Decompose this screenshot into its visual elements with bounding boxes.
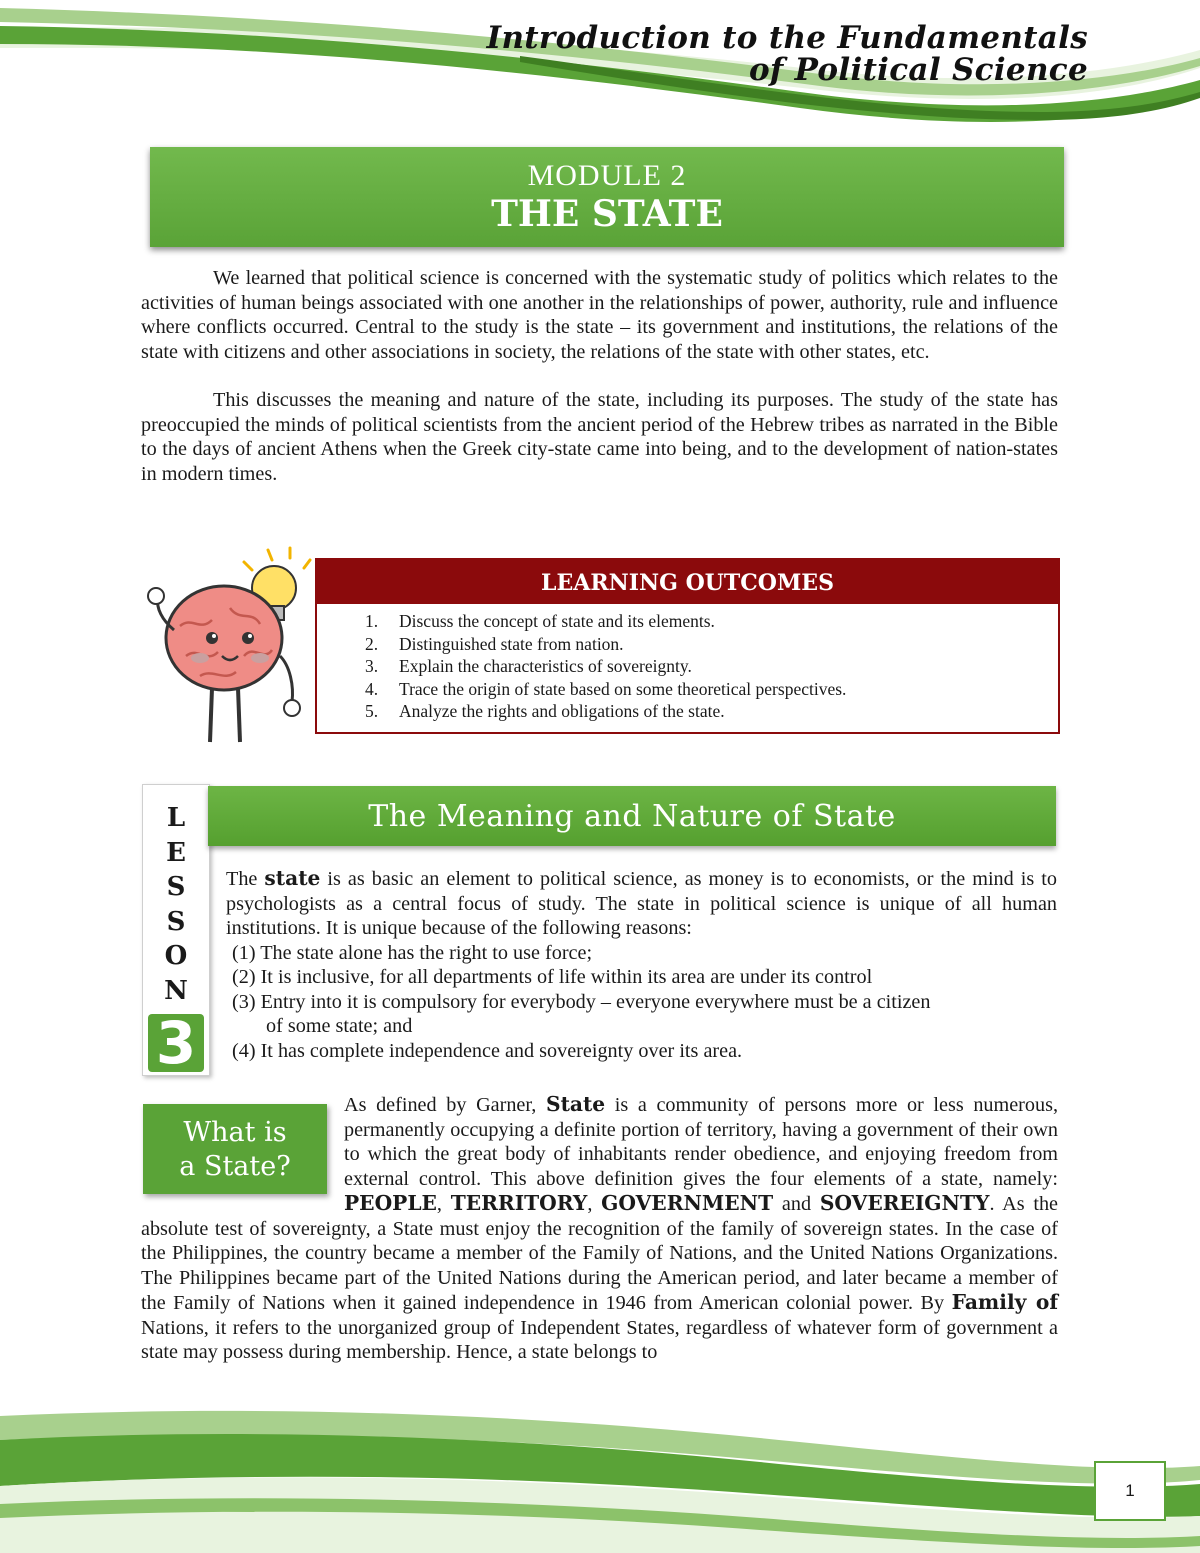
list-item: 2. Distinguished state from nation. [365,633,624,654]
intro-paragraph-1: We learned that political science is concerned with the systematic study of politics which relates to the activities of human beings associated with one another in the relationships of power, authority, rule and influence where conflicts occurred. Central to the study is the state – its government and institutions, the relations of the state with citizens and other associations in society, the relations of the state with other states, etc. [141,267,1058,363]
lesson-text [226,866,1057,1063]
list-item: 1. Discuss the concept of state and its elements. [365,611,715,631]
what-is-state-label: What is a State? [143,1104,327,1194]
learning-outcomes-heading: LEARNING OUTCOMES [317,560,1058,604]
learning-outcomes-list [365,610,1058,723]
module-label: MODULE 2 [527,159,687,192]
state-definition-text: As defined by Garner, State is a community of persons more or less numerous, permanently occupying a definite portion of territory, having a government of their own to which the great body of inhabitants render obedience, and enjoying freedom from external control. This above definition gives the four elements of a state, namely: PEOPLE, TERRITORY, GOVERNMENT and SOVEREIGNTY. As the absolute test of sovereignty, a State must enjoy the recognition of the family of sovereign states. In the case of the Philippines, the country became a member of the Family of Nations, and the United Nations Organizations. The Philippines became part of the United Nations during the American period, and later became a member of the Family of Nations when it gained independence in 1946 from American colonial power. By Family of Nations, it refers to the unorganized group of Independent States, regardless of whatever form of government a state may possess during membership. Hence, a state belongs to [141,1092,1059,1363]
float-spacer [141,1092,344,1214]
list-item: of some state; and [266,1015,413,1037]
intro-text [141,266,1058,486]
list-item: 5. Analyze the rights and obligations of the state. [365,701,725,721]
module-title: THE STATE [491,193,723,235]
list-item: (1) The state alone has the right to use force; [232,941,593,964]
brain-mascot-illustration [140,546,320,746]
document-header-title [487,22,1088,86]
list-item: (4) It has complete independence and sovereignty over its area. [232,1039,743,1062]
lesson-number-column [142,784,210,1076]
list-item: 3. Explain the characteristics of sovereignty. [365,656,692,676]
lesson-intro-paragraph: The state is as basic an element to political science, as money is to economists, or the mind is to psychologists as a central focus of study. The state in political science is unique of all human institutions. It is unique because of the following reasons: [226,866,1057,939]
list-item: (3) Entry into it is compulsory for everybody – everyone everywhere must be a citizen [232,990,931,1013]
list-item: (2) It is inclusive, for all departments of life within its area are under its control [232,966,873,988]
lesson-number: 3 [148,1014,204,1072]
list-item: 4. Trace the origin of state based on some theoretical perspectives. [365,678,847,699]
intro-paragraph-2: This discusses the meaning and nature of the state, including its purposes. The study of the state has preoccupied the minds of political scientists from the ancient period of the Hebrew tribes as narrated in the Bible to the days of ancient Athens when the Greek city-state came into being, and to the development of nation-states in modern times. [141,389,1058,485]
module-banner [150,147,1064,247]
lesson-title-banner: The Meaning and Nature of State [208,786,1056,846]
learning-outcomes-box [315,558,1060,734]
term-state: state [264,866,321,890]
header-title-line1: Introduction to the Fundamentals [486,20,1088,56]
lesson-word: L E S S O N [164,803,188,1006]
header-title-line2: of Political Science [748,52,1088,88]
page-number-box: 1 [1094,1461,1166,1521]
footer-swoosh-decoration [0,1396,1200,1553]
reasons-list [226,941,1057,1064]
